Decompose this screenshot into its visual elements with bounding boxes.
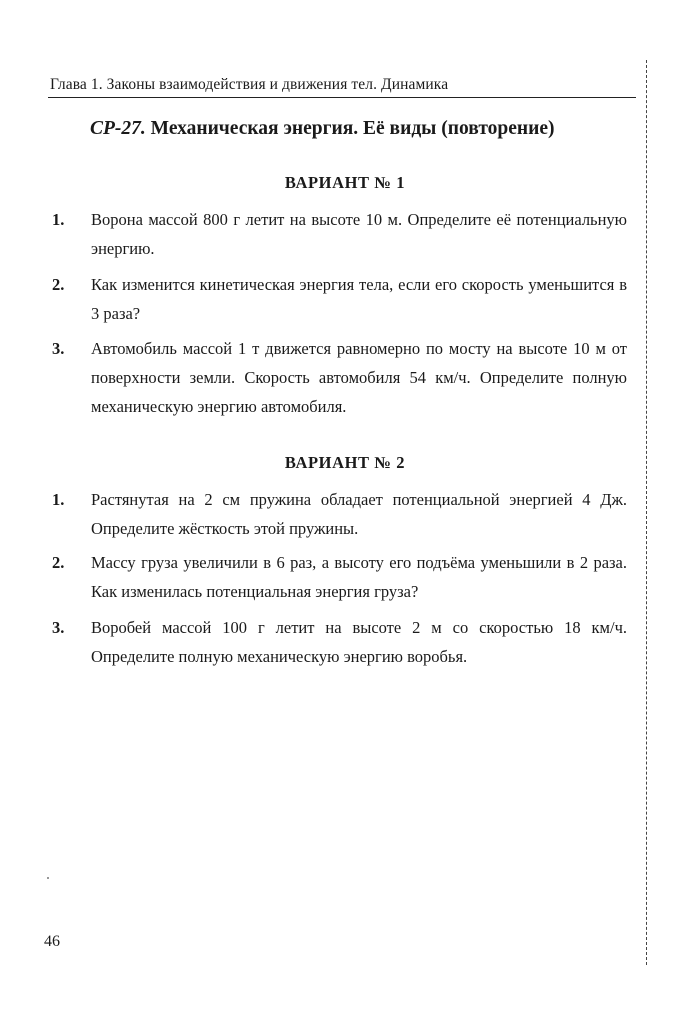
task-number: 2.: [52, 553, 65, 572]
task-number: 1.: [52, 210, 65, 229]
task-text: Как изменится кинетическая энергия тела, если его скорость уменьшится в 3 раза?: [91, 275, 627, 323]
variant-2-task-1: [52, 485, 627, 543]
variant-2-heading: ВАРИАНТ № 2: [284, 453, 406, 472]
section-code: СР-27.: [90, 118, 146, 139]
running-header: Глава 1. Законы взаимодействия и движения тел. Динамика: [50, 76, 449, 93]
variant-1-task-1: [52, 205, 627, 263]
page-number: 46: [44, 933, 60, 950]
variant-1-task-2: [52, 270, 627, 328]
variant-2-task-3: [52, 613, 627, 671]
variant-2-task-2: [52, 548, 627, 606]
task-text: Массу груза увеличили в 6 раз, а высоту его подъёма уменьшили в 2 раза. Как изменилась потенциальная энергия груза?: [91, 553, 627, 601]
task-number: 3.: [52, 618, 65, 637]
variant-1-heading: ВАРИАНТ № 1: [284, 173, 406, 192]
task-text: Автомобиль массой 1 т движется равномерно по мосту на высоте 10 м от поверхности земли. Скорость автомобиля 54 км/ч. Определите полную механическую энергию автомобиля.: [91, 339, 627, 416]
cut-line: [646, 60, 647, 965]
header-rule: [48, 97, 636, 98]
section-name: Механическая энергия. Её виды (повторение): [150, 118, 555, 139]
task-number: 2.: [52, 275, 65, 294]
section-title: [90, 118, 555, 140]
scan-speck: [47, 877, 49, 879]
task-number: 1.: [52, 490, 65, 509]
variant-1-task-3: [52, 334, 627, 421]
task-text: Воробей массой 100 г летит на высоте 2 м со скоростью 18 км/ч. Определите полную механическую энергию воробья.: [91, 618, 627, 666]
task-number: 3.: [52, 339, 65, 358]
task-text: Растянутая на 2 см пружина обладает потенциальной энергией 4 Дж. Определите жёсткость этой пружины.: [91, 490, 627, 538]
task-text: Ворона массой 800 г летит на высоте 10 м. Определите её потенциальную энергию.: [91, 210, 627, 258]
